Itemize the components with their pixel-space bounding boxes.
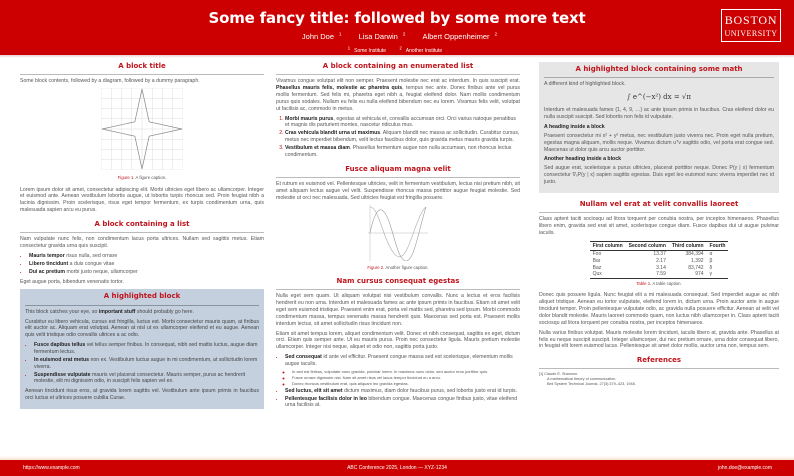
university-logo: BOSTON UNIVERSITY xyxy=(721,9,781,42)
list-item: • Libero tincidunt a duis congue vitae xyxy=(29,261,264,268)
table-row: Bar 2.17 1,392 β xyxy=(592,257,713,264)
table-row: Qux 7.59 974 γ xyxy=(590,271,729,278)
block-text: Nulla eget sem quam. Ut aliquam volutpat nisi vestibulum convallis. Nunc a lectus et eros facilisis hendrerit eu non urna. Interdum et malesuada fames ac ante ipsum primis in faucibus. Etiam sit amet velit eget sem euismod tristique. Praesent enim erat, porta vel mattis sed, pharetra sed ipsum. Morbi commodo condimentum massa, tempus venenatis massa hendrerit quis. Maecenas sed porta est. Praesent mollis interdum lectus, sit amet sollicitudin risus tincidunt non. xyxy=(276,293,520,327)
figure-caption: Figure 1. A figure caption. xyxy=(117,174,167,180)
math-block xyxy=(539,62,779,193)
author: Albert Oppenheimer $^2$ xyxy=(422,31,498,42)
table-caption: Table 1. A table caption. xyxy=(636,280,682,286)
block-text: Some block contents, followed by a diagram, followed by a dummy paragraph. xyxy=(20,78,200,85)
block-text: Vivamus congue volutpat elit non semper. Praesent molestie nec erat ac interdum. In quis suscipit erat. Phasellus mauris felis, molestie ac pharetra quis, tempus nec ante. Donec finibus ante vel purus mollis fermentum. Sed felis mi, pharetra eget nibh a, feugiat eleifend dolor. Nam mollis condimentum purus quis sodales. Nullam eu felis eu nulla eleifend bibendum nec eu lorem. Vivamus felis velit, volutpat ut facilisis ac, commodo in metus. xyxy=(276,78,520,112)
column-right xyxy=(539,62,779,387)
block-text: Etiam sit amet tempus lorem, aliquet condimentum velit. Donec et nibh consequat, sagittis ex eget, dictum orci. Etiam quis semper ante. Ut eu mauris purus. Proin nec consectetur ligula. Mauris pretium molestie ullamcorper. Integer nisi neque, aliquet et odio non, sagittis porta justo. xyxy=(276,330,520,351)
highlighted-block xyxy=(20,289,264,409)
list-item: 3. Vestibulum et massa diam. Phasellus fermentum augue non nulla accumsan, non rhoncus lectus condimentum. xyxy=(285,145,520,159)
block-text: Interdum et malesuada fames {1, 4, 9, …} ac ante ipsum primis in faucibus. Cras eleifend dolor eu nulla suscipit suscipit. Sed lobortis non felis id vulputate. xyxy=(544,107,774,121)
list-item: • Sed luctus, elit sit amet dictum maximus, diam dolor faucibus purus, sed lobortis justo erat id turpis. xyxy=(285,388,520,395)
star-diagram-icon xyxy=(101,88,183,170)
list-item: 2. Cras vehicula blandit urna ut maximus. Aliquam blandit nec massa ac sollicitudin. Curabitur cursus, metus nec imperdiet bibendum, velit lectus faucibus dolor, quis gravida metus mauris gravida turpis. xyxy=(285,130,520,144)
block-text: Aenean tincidunt risus eros, at gravida lorem sagittis vel. Vestibulum ante ipsum primis in faucibus orci luctus et ultrices posuere cubilia Curae. xyxy=(25,388,259,402)
bullet-list xyxy=(25,342,259,385)
table-row: Baz 3.14 83,742 δ xyxy=(592,264,713,271)
block-heading: Fusce aliquam magna velit xyxy=(276,165,520,178)
institute-list xyxy=(0,45,794,54)
column-left xyxy=(20,62,264,409)
block-text: Donec quis posuere ligula. Nunc feugiat elit a mi malesuada consequat. Sed imperdiet augue ac nibh aliquet tristique. Aenean eu tortor vulputate, eleifend lorem in, dictum urna. Proin auctor ante in augue tincidunt tempor. Proin pellentesque vulputate odio, ac gravida nulla posuere efficitur. Aenean at velit vel dolor blandit molestie. Mauris laoreet commodo quam, non luctus nibh ullamcorper in. Class aptent taciti sociosqu ad litora torquent per conubia nostra, per inceptos himenaeos. xyxy=(539,292,779,326)
poster-header xyxy=(0,0,794,55)
block-text: Nam vulputate nunc felis, non condimentum lacus porta ultrices. Nullam sed sagittis metus. Etiam consectetur gravida urna quis suscipit. xyxy=(20,236,264,250)
block-heading: A block containing a list xyxy=(20,220,264,233)
block-text: Nulla varius finibus volutpat. Mauris molestie lorem tincidunt, iaculis libero at, gravida ante. Phasellus at felis eu neque suscipit suscipit. Integer ullamcorper, dui nec pretium ornare, urna dolor consequat libero, in feugiat elit lorem euismod lacus. Pellentesque sit amet dolor mollis, auctor urna non, tempus sem. xyxy=(539,329,779,350)
block-heading: A block title xyxy=(20,62,264,75)
poster-title: Some fancy title: followed by some more text xyxy=(208,9,586,27)
block-figure xyxy=(276,165,520,271)
block-nested-list xyxy=(276,277,520,409)
block-heading: A highlighted block containing some math xyxy=(544,65,774,78)
list-item: • Mauris tempor risus nulla, sed ornare xyxy=(29,253,264,260)
email-link[interactable]: john.doe@example.com xyxy=(718,465,772,471)
sub-heading: Another heading inside a block xyxy=(544,156,621,163)
bullet-list xyxy=(20,253,264,276)
list-item: • Fusce dapibus tellus vel tellus semper finibus. In consequat, nibh sed mattis luctus, augue diam fermentum lectus. xyxy=(34,342,259,356)
bullet-list xyxy=(276,354,520,409)
figure-1 xyxy=(20,88,264,181)
list-item: • In euismod erat metus non ex. Vestibulum luctus augue in mi condimentum, at sollicitudin lorem viverra. xyxy=(34,357,259,371)
institute: $^2$Another Institute xyxy=(399,45,443,54)
poster-footer xyxy=(0,460,794,476)
block-text: Sed augue erat, scelerisque a purus ultricies, placerat porttitor neque. Donec P(y | x) fermentum consectetur ∇ₓP(y | x) sapien sagittis egestas. Duis eget leo euismod nunc viverra imperdiet nec id justo. xyxy=(544,165,774,186)
block-text: Eget augue porta, bibendum venenatis tortor. xyxy=(20,278,124,285)
block-heading: Nullam vel erat at velit convallis laoreet xyxy=(539,200,779,213)
header-divider xyxy=(0,55,794,58)
sine-wave-plot-icon xyxy=(368,205,428,261)
block-list xyxy=(20,220,264,285)
block-heading: Nam cursus consequat egestas xyxy=(276,277,520,290)
block-heading: References xyxy=(539,356,779,369)
author: Lisa Darwin $^2$ xyxy=(358,31,406,42)
block-title-block xyxy=(20,62,264,214)
table-header-row: First column Second column Third column Fourth xyxy=(590,241,729,251)
conference-info: ABC Conference 2025, London — XYZ-1234 xyxy=(347,465,447,471)
list-item: • Pellentesque facilisis dolor in leo bibendum congue. Maecenas congue finibus justo, vitae eleifend urna facilisis at. xyxy=(285,396,520,410)
block-enumerated xyxy=(276,62,520,159)
block-text: Et rutrum ex euismod vel. Pellentesque ultricies, velit in fermentum vestibulum, lectus nisi pretium nibh, sit amet aliquam lectus augue vel velit. Suspendisse rhoncus massa porttitor augue feugiat molestie. Sed molestie ut orci nec malesuada. Sed ultricies feugiat est fringilla posuere. xyxy=(276,180,520,201)
author-list xyxy=(0,32,794,42)
author: John Doe $^1$ xyxy=(301,31,342,42)
nested-list xyxy=(285,369,520,387)
block-table xyxy=(539,200,779,350)
block-text: Class aptent taciti sociosqu ad litora torquent per conubia nostra, per inceptos himenaeos. Phasellus libero enim, gravida sed erat sit amet, scelerisque congue diam. Fusce dapibus dui ut augue pulvinar iaculis. xyxy=(539,216,779,236)
list-item: • Suspendisse vulputate mauris vel placerat consectetur. Mauris semper, purus ac hendrerit molestie, elit mi dignissim odio, in suscipit felis sapien vel ex. xyxy=(34,372,259,386)
block-text: This block catches your eye, so important stuff should probably go here. xyxy=(25,308,194,315)
list-item: • Dui ac pretium morbi justo neque, ullamcorper xyxy=(29,269,264,276)
list-item: ◦ Donec rhoncus vestibulum erat, quis aliquam leo gravida egestas. xyxy=(292,381,520,386)
column-middle xyxy=(276,62,520,412)
data-table xyxy=(590,241,729,279)
numbered-list xyxy=(276,116,520,159)
equation: ∫ e^(−x²) dx = √π xyxy=(627,93,691,102)
figure-caption: Figure 2. Another figure caption. xyxy=(367,265,429,271)
block-heading: A highlighted block xyxy=(25,292,259,305)
block-text: A different kind of highlighted block. xyxy=(544,81,626,88)
block-text: Lorem ipsum dolor sit amet, consectetur adipiscing elit. Morbi ultricies eget libero ac ullamcorper. Integer et euismod ante. Aenean vestibulum lobortis augue, ut lobortis turpis rhoncus sed. Proin feugiat nibh a lacinia dignissim. Proin scelerisque, risus eget tempor fermentum, ex turpis condimentum urna, quis malesuada sapien arcu eu purus. xyxy=(20,186,264,214)
block-text: Curabitur eu libero vehicula, cursus est fringilla, luctus est. Morbi consectetur mauris quam, at finibus elit auctor ac. Aliquam erat volutpat. Aenean at nisl ut ex ullamcorper eleifend et eu augue. Aenean quis velit tristique odio convallis ultrices a ac odio. xyxy=(25,318,259,339)
institute: $^1$Some Institute xyxy=(347,45,387,54)
reference-item: [1] Claude E. Shannon. A mathematical theory of communication. Bell System Technical Journal, 27(3):379–423, 1948. xyxy=(539,372,636,387)
block-text: Praesent consectetur mi x² + y² metus, nec vestibulum justo viverra nec. Proin eget nulla pretium, egestas magna aliquam, mollis neque. Vivamus dictum uᵀv sagittis odio, vel porta erat congue sed. Maecenas ut dolor quis arcu auctor porttitor. xyxy=(544,132,774,153)
references-block xyxy=(539,356,779,387)
sub-heading: A heading inside a block xyxy=(544,124,605,131)
website-link[interactable]: https://www.example.com xyxy=(23,465,80,471)
figure-2 xyxy=(276,205,520,272)
block-heading: A block containing an enumerated list xyxy=(276,62,520,75)
list-item: ◦ Fusce ornare dignissim nisi. Nam sit amet risus vel lacus tempor tincidunt eu a arcu. xyxy=(292,375,520,380)
list-item: 1. Morbi mauris purus, egestas at vehicula et, convallis accumsan orci. Orci varius natoque penatibus et magnis dis parturient montes, nascetur ridiculus mus. xyxy=(285,116,520,130)
list-item: ◦ In sed est finibus, vulputate nunc gravida, pulvinar lorem. In maximus nunc dolor, sed auctor eros porttitor quis. xyxy=(292,369,520,374)
list-item: • Sed consequat id ante vel efficitur. Praesent congue massa sed est scelerisque, elementum mollis augue iaculis. ◦ In sed est finibus, vulputate nunc gravida, pulvinar lorem. In maximus nunc dolor, sed auctor eros porttitor quis. ◦ Fusce ornare dignissim nisi. Nam sit amet risus vel lacus tempor tincidunt eu a arcu. ◦ Donec rhoncus vestibulum erat, quis aliquam leo gravida egestas. xyxy=(285,354,520,387)
table-row: Foo 13.37 384,394 α xyxy=(592,251,713,258)
